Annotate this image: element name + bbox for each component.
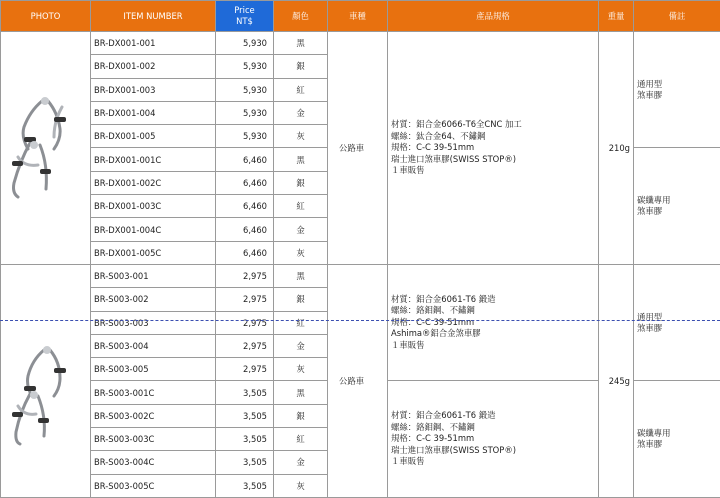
price: 6,460 <box>216 148 274 171</box>
item-number: BR-S003-003 <box>91 311 216 334</box>
brake-caliper-image <box>4 87 88 207</box>
header-price <box>216 1 274 32</box>
color: 紅 <box>274 428 328 451</box>
header-category: 車種 <box>328 1 388 32</box>
spec-line: 瑞士進口煞車膠(SWISS STOP®) <box>391 154 595 166</box>
price: 2,975 <box>216 288 274 311</box>
item-number: BR-S003-001C <box>91 381 216 404</box>
spec-line: 規格：C-C 39-51mm <box>391 433 595 445</box>
item-number: BR-S003-001 <box>91 264 216 287</box>
spec-s003-standard <box>388 264 599 380</box>
color: 黑 <box>274 381 328 404</box>
price: 2,975 <box>216 358 274 381</box>
spec-line: 瑞士進口煞車膠(SWISS STOP®) <box>391 445 595 457</box>
price: 6,460 <box>216 218 274 241</box>
note-text: 碳纖專用 煞車膠 <box>637 195 671 216</box>
product-photo-dx001 <box>1 32 91 265</box>
spec-line: 規格：C-C 39-51mm <box>391 142 595 154</box>
spec-line: 螺絲：鉻鉬鋼、不鏽鋼 <box>391 305 595 317</box>
item-number: BR-DX001-001C <box>91 148 216 171</box>
header-price-line1: Price <box>216 5 273 16</box>
price: 5,930 <box>216 101 274 124</box>
price: 6,460 <box>216 241 274 264</box>
spec-line: １車販售 <box>391 340 595 352</box>
spec-line: 螺絲：鈦合金64、不鏽鋼 <box>391 131 595 143</box>
spec-line: １車販售 <box>391 456 595 468</box>
header-row <box>1 1 720 32</box>
header-weight: 重量 <box>599 1 634 32</box>
header-note: 備註 <box>634 1 720 32</box>
weight: 245g <box>599 264 634 497</box>
color: 灰 <box>274 358 328 381</box>
item-number: BR-DX001-002 <box>91 55 216 78</box>
price: 5,930 <box>216 55 274 78</box>
spec-line: 規格：C-C 39-51mm <box>391 317 595 329</box>
color: 金 <box>274 218 328 241</box>
category: 公路車 <box>328 32 388 265</box>
price: 5,930 <box>216 78 274 101</box>
color: 銀 <box>274 55 328 78</box>
product-photo-s003 <box>1 264 91 497</box>
spec-line: 材質：鋁合金6061-T6 鍛造 <box>391 410 595 422</box>
color: 灰 <box>274 474 328 497</box>
item-number: BR-S003-002 <box>91 288 216 311</box>
header-photo: PHOTO <box>1 1 91 32</box>
price: 5,930 <box>216 125 274 148</box>
spec-line: 材質：鋁合金6066-T6全CNC 加工 <box>391 119 595 131</box>
header-price-line2: NT$ <box>216 16 273 27</box>
item-number: BR-S003-005C <box>91 474 216 497</box>
item-number: BR-S003-004C <box>91 451 216 474</box>
color: 紅 <box>274 311 328 334</box>
spec-s003-carbon <box>388 381 599 497</box>
price: 3,505 <box>216 404 274 427</box>
item-number: BR-DX001-005 <box>91 125 216 148</box>
price: 3,505 <box>216 381 274 404</box>
color: 灰 <box>274 125 328 148</box>
item-number: BR-DX001-005C <box>91 241 216 264</box>
table-row <box>1 264 720 287</box>
page-break-divider <box>0 320 720 321</box>
price: 2,975 <box>216 311 274 334</box>
color: 銀 <box>274 288 328 311</box>
item-number: BR-S003-002C <box>91 404 216 427</box>
note-text: 碳纖專用 煞車膠 <box>637 428 671 449</box>
price: 3,505 <box>216 428 274 451</box>
weight: 210g <box>599 32 634 265</box>
spec-line: 材質：鋁合金6061-T6 鍛造 <box>391 294 595 306</box>
color: 紅 <box>274 78 328 101</box>
item-number: BR-DX001-002C <box>91 171 216 194</box>
item-number: BR-DX001-004 <box>91 101 216 124</box>
header-item-number: ITEM NUMBER <box>91 1 216 32</box>
item-number: BR-S003-003C <box>91 428 216 451</box>
note-carbon <box>634 148 720 264</box>
price: 6,460 <box>216 195 274 218</box>
header-spec: 產品規格 <box>388 1 599 32</box>
color: 金 <box>274 451 328 474</box>
category: 公路車 <box>328 264 388 497</box>
note-carbon <box>634 381 720 497</box>
price: 3,505 <box>216 451 274 474</box>
price: 3,505 <box>216 474 274 497</box>
color: 金 <box>274 334 328 357</box>
color: 灰 <box>274 241 328 264</box>
item-number: BR-S003-005 <box>91 358 216 381</box>
item-number: BR-DX001-004C <box>91 218 216 241</box>
color: 銀 <box>274 404 328 427</box>
item-number: BR-DX001-003C <box>91 195 216 218</box>
color: 黑 <box>274 148 328 171</box>
note-standard <box>634 264 720 380</box>
brake-caliper-image <box>4 340 88 460</box>
header-color: 顏色 <box>274 1 328 32</box>
note-standard <box>634 32 720 148</box>
note-text: 通用型 煞車膠 <box>637 79 662 100</box>
color: 黑 <box>274 32 328 55</box>
spec-line: Ashima®鋁合金煞車膠 <box>391 328 595 340</box>
table-row <box>1 32 720 55</box>
item-number: BR-S003-004 <box>91 334 216 357</box>
price: 2,975 <box>216 334 274 357</box>
price: 2,975 <box>216 264 274 287</box>
color: 黑 <box>274 264 328 287</box>
note-text: 通用型 煞車膠 <box>637 312 662 333</box>
spec-line: 螺絲：鉻鉬鋼、不鏽鋼 <box>391 422 595 434</box>
color: 銀 <box>274 171 328 194</box>
color: 金 <box>274 101 328 124</box>
color: 紅 <box>274 195 328 218</box>
price: 5,930 <box>216 32 274 55</box>
spec-line: １車販售 <box>391 165 595 177</box>
item-number: BR-DX001-003 <box>91 78 216 101</box>
item-number: BR-DX001-001 <box>91 32 216 55</box>
price: 6,460 <box>216 171 274 194</box>
spec-dx001 <box>388 32 599 265</box>
